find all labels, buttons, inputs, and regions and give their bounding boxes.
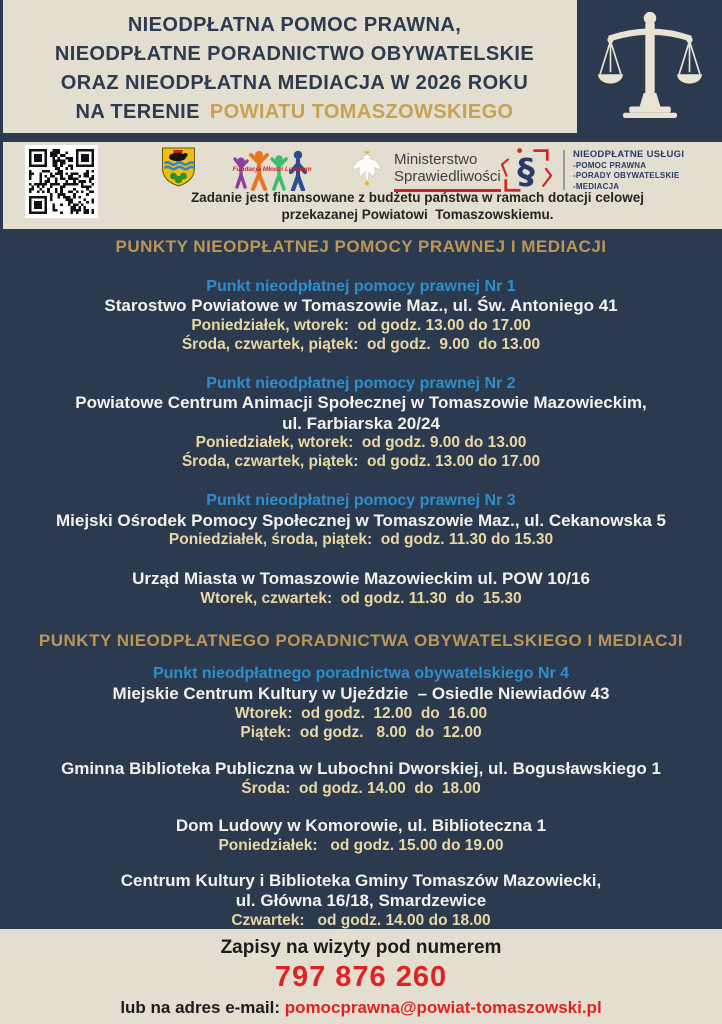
title-line-3: ORAZ NIEODPŁATNA MEDIACJA W 2026 ROKU [60, 72, 529, 94]
venue-line: Urząd Miasta w Tomaszowie Mazowieckim ul. POW 10/16 [132, 569, 590, 589]
email-prefix: lub na adres e-mail: [120, 998, 285, 1017]
counseling-point-lubochnia [0, 759, 722, 799]
scales-of-justice-icon [598, 7, 702, 127]
venue-line: Gminna Biblioteka Publiczna w Lubochni Dworskiej, ul. Bogusławskiego 1 [61, 759, 661, 779]
point-subtitle: Punkt nieodpłatnej pomocy prawnej Nr 3 [206, 492, 516, 510]
polish-eagle-icon [347, 148, 387, 190]
point-subtitle: Punkt nieodpłatnego poradnictwa obywatelskiego Nr 4 [152, 665, 570, 683]
appointments-label: Zapisy na wizyty pod numerem [220, 937, 502, 958]
navy-separator-bar [0, 133, 722, 142]
venue-line: Miejski Ośrodek Pomocy Społecznej w Tomaszowie Maz., ul. Cekanowska 5 [56, 510, 666, 530]
free-services-logo [499, 146, 684, 194]
counseling-point-komorow [0, 816, 722, 856]
schedule-line: Poniedziałek, środa, piątek: od godz. 11.30 do 15.30 [168, 531, 554, 549]
title-line-4-highlight: POWIATU TOMASZOWSKIEGO [209, 101, 514, 123]
services-item: -MEDIACJA [573, 181, 620, 191]
point-subtitle: Punkt nieodpłatnej pomocy prawnej Nr 2 [206, 374, 516, 392]
schedule-line: Poniedziałek, wtorek: od godz. 13.00 do 17.00 [191, 316, 531, 334]
schedule-line: Środa, czwartek, piątek: od godz. 13.00 do 17.00 [181, 453, 541, 471]
services-title: NIEODPŁATNE USŁUGI [573, 148, 685, 160]
title-line-4 [17, 98, 572, 127]
venue-line: Centrum Kultury i Biblioteka Gminy Tomaszów Mazowiecki, [120, 870, 602, 890]
venue-line: ul. Farbiarska 20/24 [282, 413, 440, 433]
funding-note [113, 190, 722, 223]
schedule-line: Czwartek: od godz. 14.00 do 18.00 [231, 912, 491, 929]
page-title [17, 11, 572, 127]
svg-text:§: § [517, 150, 535, 192]
services-item: -PORADY OBYWATELSKIE [573, 171, 680, 181]
venue-line: Dom Ludowy w Komorowie, ul. Biblioteczna 1 [175, 816, 547, 836]
schedule-line: Środa: od godz. 14.00 do 18.00 [241, 780, 481, 798]
counseling-point-4 [0, 664, 722, 742]
qr-code [25, 145, 98, 218]
logo-divider [563, 150, 565, 190]
schedule-line: Piątek: od godz. 8.00 do 12.00 [240, 723, 482, 741]
ministry-name-line2: Sprawiedliwości [394, 168, 501, 185]
schedule-line: Poniedziałek: od godz. 15.00 do 19.00 [218, 836, 504, 854]
partners-band [0, 142, 722, 229]
ministry-name-line1: Ministerstwo [394, 151, 478, 168]
email-line [0, 998, 722, 1018]
ministry-of-justice-logo [347, 148, 501, 192]
phone-number: 797 876 260 [274, 961, 448, 993]
scales-box [577, 0, 722, 133]
venue-line: Starostwo Powiatowe w Tomaszowie Maz., ul. Św. Antoniego 41 [104, 296, 618, 315]
aid-point-1 [0, 277, 722, 355]
title-line-1: NIEODPŁATNA POMOC PRAWNA, [127, 14, 462, 36]
schedule-line: Wtorek: od godz. 12.00 do 16.00 [234, 704, 488, 722]
fundacja-mlodzi-ludziom-logo [225, 149, 319, 191]
venue-line: ul. Główna 16/18, Smardzewice [235, 891, 487, 911]
footer [0, 929, 722, 1024]
venue-line: Miejskie Centrum Kultury w Ujeździe – Osiedle Niewiadów 43 [112, 683, 610, 703]
counseling-point-smardzewice [0, 871, 722, 929]
funding-line2: przekazanej Powiatowi Tomaszowskiemu. [281, 206, 554, 222]
section-heading-legal-aid: PUNKTY NIEODPŁATNEJ POMOCY PRAWNEJ I MEDIACJI [115, 237, 607, 256]
coat-of-arms-icon [161, 147, 196, 187]
schedule-line: Wtorek, czwartek: od godz. 11.30 do 15.30 [200, 590, 522, 608]
venue-line: Powiatowe Centrum Animacji Społecznej w Tomaszowie Mazowieckim, [75, 393, 647, 413]
aid-point-2 [0, 374, 722, 473]
title-line-2: NIEODPŁATNE PORADNICTWO OBYWATELSKIE [54, 43, 535, 65]
main-body [0, 229, 722, 929]
email-address: pomocprawna@powiat-tomaszowski.pl [284, 998, 602, 1017]
aid-point-3 [0, 491, 722, 550]
section-heading-civic-counseling: PUNKTY NIEODPŁATNEGO PORADNICTWA OBYWATELSKIEGO I MEDIACJI [38, 630, 684, 650]
schedule-line: Środa, czwartek, piątek: od godz. 9.00 do 13.00 [181, 335, 541, 353]
header [0, 0, 722, 133]
schedule-line: Poniedziałek, wtorek: od godz. 9.00 do 13.00 [195, 434, 527, 452]
fundacja-label: Fundacja Młodzi Ludziom [232, 166, 312, 173]
point-subtitle: Punkt nieodpłatnej pomocy prawnej Nr 1 [206, 277, 516, 295]
funding-line1: Zadanie jest finansowane z budżetu państwa w ramach dotacji celowej [190, 190, 645, 205]
title-line-4-prefix: NA TERENIE [75, 101, 200, 123]
services-item: -POMOC PRAWNA [573, 160, 647, 170]
paragraph-symbol-icon [499, 146, 555, 194]
aid-point-3b-urzad-miasta [0, 569, 722, 609]
